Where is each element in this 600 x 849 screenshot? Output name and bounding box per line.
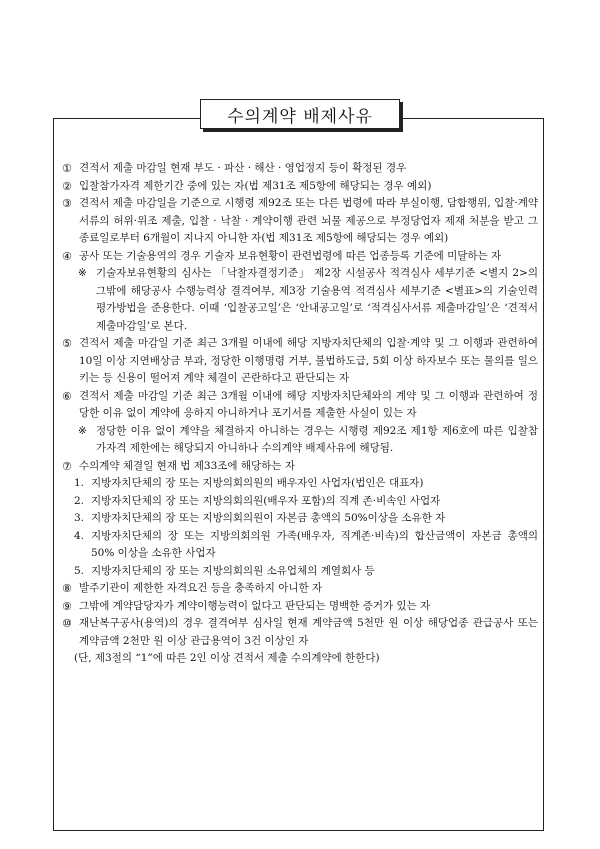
- list-item: [62, 195, 538, 248]
- sub-item-text: 지방자치단체의 장 또는 지방의회의원 소유업체의 계열회사 등: [91, 564, 375, 577]
- sub-item-number: 1.: [74, 477, 85, 489]
- list-item: [62, 248, 538, 266]
- sub-item-number: 2.: [74, 494, 85, 507]
- list-item: [62, 178, 538, 196]
- item-number: ⑩: [62, 617, 72, 630]
- note: [78, 265, 538, 335]
- footnote: (단, 제3절의 “1”에 따른 2인 이상 견적서 제출 수의계약에 한한다): [74, 652, 380, 664]
- sub-item-number: 4.: [74, 529, 85, 542]
- item-text: 입찰참가자격 제한기간 중에 있는 자(법 제31조 제5항에 해당되는 경우 예외): [79, 179, 432, 192]
- list-item: [62, 458, 538, 476]
- content: [62, 160, 538, 668]
- sub-item: [74, 475, 538, 493]
- list-item: [62, 388, 538, 423]
- item-text: 수의계약 체결일 현재 법 제33조에 해당하는 자: [79, 459, 295, 472]
- item-text: 견적서 제출 마감일 기준 최근 3개월 이내에 해당 지방자치단체의 입찰·계약 및 그 이행과 관련하여 10일 이상 지연배상금 부과, 정당한 이행명령 거부, 불법하도급, 5회 이상 하자보수 또는 물의를 일으키는 등 신용이 떨어져 계약 체결이 곤란하다고 판단되는 자: [79, 337, 538, 384]
- item-text: 재난복구공사(용역)의 경우 결격여부 심사일 현재 계약금액 5천만 원 이상 해당업종 관급공사 또는 계약금액 2천만 원 이상 관급용역이 3건 이상인 자: [79, 617, 538, 647]
- item-number: ①: [62, 162, 72, 175]
- sub-item: [74, 493, 538, 511]
- list-item: [62, 335, 538, 388]
- sub-item: [74, 510, 538, 528]
- item-number: ③: [62, 197, 72, 210]
- item-number: ⑧: [62, 582, 72, 595]
- sub-item-text: 지방자치단체의 장 또는 지방의회의원이 자본금 총액의 50%이상을 소유한 자: [91, 512, 446, 524]
- item-number: ④: [62, 249, 72, 263]
- list-item: [62, 615, 538, 650]
- item-number: ⑦: [62, 459, 72, 473]
- item-number: ⑨: [62, 599, 72, 613]
- sub-item: [74, 528, 538, 563]
- page-title: 수의계약 배제사유: [227, 106, 373, 127]
- item-text: 공사 또는 기술용역의 경우 기술자 보유현황이 관련법령에 따른 업종등록 기준에 미달하는 자: [79, 249, 502, 262]
- note-mark: ※: [78, 267, 87, 279]
- item-number: ②: [62, 179, 72, 193]
- sub-item-number: 5.: [74, 564, 85, 577]
- item-number: ⑥: [62, 389, 72, 403]
- note: [78, 423, 538, 458]
- item-text: 발주기관이 제한한 자격요건 등을 충족하지 아니한 자: [79, 582, 323, 594]
- list-item: [62, 580, 538, 598]
- item-text: 견적서 제출 마감일 현재 부도 · 파산 · 해산 · 영업정지 등이 확정된 경우: [79, 162, 407, 174]
- list-item: [62, 598, 538, 616]
- sub-item-text: 지방자치단체의 장 또는 지방의회의원(배우자 포함)의 직계 존·비속인 사업자: [91, 494, 441, 507]
- sub-item-text: 지방자치단체의 장 또는 지방의회의원 가족(배우자, 직계존·비속)의 합산금액이 자본금 총액의 50% 이상을 소유한 사업자: [91, 529, 538, 559]
- item-text: 견적서 제출 마감일을 기준으로 시행령 제92조 또는 다른 법령에 따라 부실이행, 담합행위, 입찰·계약 서류의 허위·위조 제출, 입찰 · 낙찰 · 계약이행 관련 뇌물 제공으로 부정당업자 제재 처분을 받고 그 종료일로부터 6개월이 지나지 아니한 자(법 제31조 제5항에 해당되는 경우 예외): [79, 197, 539, 244]
- sub-item-number: 3.: [74, 512, 85, 524]
- item-text: 견적서 제출 마감일 기준 최근 3개월 이내에 해당 지방자치단체와의 계약 및 그 이행과 관련하여 정당한 이유 없이 계약에 응하지 아니하거나 포기서를 제출한 사실이 있는 자: [79, 389, 538, 419]
- item-text: 그밖에 계약담당자가 계약이행능력이 없다고 판단되는 명백한 증거가 있는 자: [79, 599, 431, 612]
- sub-item-text: 지방자치단체의 장 또는 지방의회의원의 배우자인 사업자(법인은 대표자): [91, 477, 424, 489]
- note-mark: ※: [78, 424, 87, 437]
- title-box: [200, 99, 400, 129]
- list-item: [62, 160, 538, 178]
- note-text: 기술자보유현황의 심사는 「낙찰자결정기준」 제2장 시설공사 적격심사 세부기준 <별지 2>의 그밖에 해당공사 수행능력상 결격여부, 제3장 기술용역 적격심사 세부기준 <별표>의 기술인력 평가방법을 준용한다. 이때 ‘입찰공고일’은 ‘안내공고일’로 ‘적격심사서류 제출마감일’은 ‘견적서 제출마감일’로 본다.: [96, 267, 538, 332]
- item-number: ⑤: [62, 337, 72, 350]
- note-text: 정당한 이유 없이 계약을 체결하지 아니하는 경우는 시행령 제92조 제1항 제6호에 따른 입찰참가자격 제한에는 해당되지 아니하나 수의계약 배제사유에 해당됨.: [96, 424, 538, 454]
- sub-item: [74, 563, 538, 581]
